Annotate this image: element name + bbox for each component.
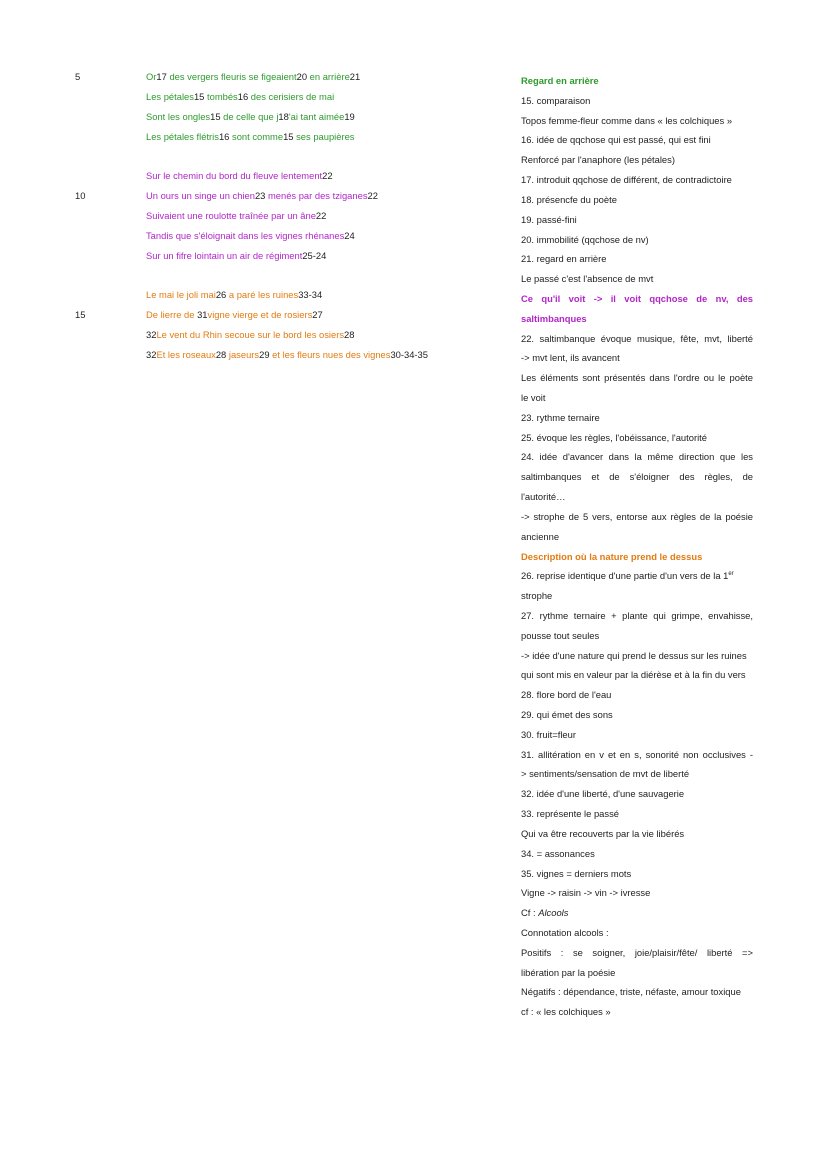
poem-segment: 16 [218,131,230,142]
poem-segment: Un ours un singe un chien [146,190,255,201]
note-line [521,903,753,923]
poem-segment: 31 [197,309,208,320]
note-line: 30. fruit=fleur [521,728,576,740]
note-line: 16. idée de qqchose qui est passé, qui est fini [521,134,711,146]
poem-segment: 23 [254,190,266,201]
poem-segment: Le vent du Rhin secoue sur le bord les osiers [156,329,345,340]
poem-segment: Tandis que s'éloignait dans les vignes rhénanes [146,230,345,241]
superscript: er [728,571,734,578]
note-text: Cf : [521,907,539,919]
section-heading-regard: Regard en arrière [521,75,599,86]
note-line: Vigne -> raisin -> vin -> ivresse [521,887,651,899]
poem-segment: 22 [367,190,378,201]
poem-segment: 32 [146,329,157,340]
poem-segment: ses paupières [293,131,355,142]
note-line: 28. flore bord de l'eau [521,689,612,701]
poem-line [146,210,326,221]
note-line: -> mvt lent, ils avancent [521,352,620,364]
note-line: cf : « les colchiques » [521,1006,611,1018]
poem-segment: 21 [349,71,361,82]
poem-line [146,131,355,142]
poem-segment: Le mai le joli mai [146,289,216,300]
note-line: 31. allitération en v et en s, sonorité non occlusives - [521,748,753,760]
note-line: strophe [521,590,553,602]
poem-segment: des vergers fleuris se figeaient [166,71,297,82]
poem-segment: et les fleurs nues des vignes [269,349,391,360]
note-line: 18. présencfe du poète [521,193,617,205]
note-line: 33. représente le passé [521,808,619,820]
poem-line [146,250,326,261]
poem-segment: vigne vierge et de rosiers [207,309,313,320]
poem-segment: sont comme [229,131,284,142]
poem-segment: 'ai tant aimée [288,111,345,122]
note-line: Positifs : se soigner, joie/plaisir/fête/ liberté => [521,946,753,958]
poem-segment: a paré les ruines [226,289,299,300]
poem-segment: Sur un fifre lointain un air de régiment [146,250,303,261]
line-number-15: 15 [75,309,86,320]
section-heading-saltimbanques-cont: saltimbanques [521,312,587,324]
note-line: 24. idée d'avancer dans la même direction que les [521,451,753,463]
note-line: 25. évoque les règles, l'obéissance, l'autorité [521,431,707,443]
poem-segment: de celle que j [220,111,279,122]
poem-line [146,71,360,82]
poem-segment: Et les roseaux [156,349,216,360]
poem-segment: Les pétales [146,91,194,102]
poem-line [146,170,333,181]
book-title: Alcools [538,907,569,919]
note-line: -> idée d'une nature qui prend le dessus sur les ruines [521,649,747,661]
note-line: Connotation alcools : [521,926,609,938]
poem-segment: 29 [259,349,270,360]
poem-segment: 22 [315,210,327,221]
poem-segment: Suivaient une roulotte traînée par un âne [146,210,316,221]
note-line: qui sont mis en valeur par la diérèse et à la fin du vers [521,669,746,681]
note-line: 29. qui émet des sons [521,709,613,720]
poem-segment: 28 [344,329,355,340]
note-line: 27. rythme ternaire + plante qui grimpe, envahisse, [521,609,753,621]
note-line: libération par la poésie [521,966,616,978]
note-line: Négatifs : dépendance, triste, néfaste, amour toxique [521,986,741,998]
note-line: 20. immobilité (qqchose de nv) [521,233,649,245]
note-line [521,566,753,586]
note-line: l'autorité… [521,491,566,503]
poem-segment: menés par des tziganes [265,190,368,201]
note-line: le voit [521,392,546,403]
poem-segment: Sur le chemin du bord du fleuve lentement [146,170,323,181]
poem-segment: 17 [156,71,167,82]
poem-segment: Or [146,71,157,82]
poem-segment: De lierre de [146,309,198,320]
poem-segment: 15 [210,111,221,122]
section-heading-saltimbanques: Ce qu'il voit -> il voit qqchose de nv, des [521,292,753,304]
poem-segment: 24 [344,230,355,241]
line-number-10: 10 [75,190,86,201]
poem-segment: 26 [215,289,227,300]
note-line: 32. idée d'une liberté, d'une sauvagerie [521,788,685,800]
poem-segment: Sont les ongles [146,111,211,122]
poem-segment: des cerisiers de mai [248,91,335,102]
note-line: pousse tout seules [521,629,600,641]
poem-segment: 28 [215,349,227,360]
note-line: Les éléments sont présentés dans l'ordre ou le poète [521,372,753,384]
poem-segment: 33-34 [298,289,323,300]
note-text: 26. reprise identique d'une partie d'un vers de la 1 [521,570,729,582]
poem-segment: 30-34-35 [390,349,428,360]
note-line: 35. vignes = derniers mots [521,867,632,879]
poem-segment: 19 [344,111,355,122]
poem-segment: jaseurs [226,349,260,360]
note-line: 19. passé-fini [521,213,577,225]
poem-line [146,230,355,241]
note-line: Renforcé par l'anaphore (les pétales) [521,154,675,166]
poem-line [146,111,355,122]
note-line: Le passé c'est l'absence de mvt [521,273,654,285]
poem-line [146,91,334,102]
poem-segment: tombés [204,91,238,102]
poem-segment: 25-24 [302,250,327,261]
poem-segment: 16 [237,91,249,102]
poem-segment: 32 [146,349,157,360]
poem-segment: 22 [322,170,333,181]
poem-line [146,329,354,340]
notes-column [521,71,753,1022]
poem-segment: en arrière [307,71,350,82]
poem-segment: 27 [312,309,323,320]
poem-line [146,289,322,300]
poem-segment: 18 [278,111,289,122]
section-heading-nature: Description où la nature prend le dessus [521,550,703,562]
note-line: -> strophe de 5 vers, entorse aux règles de la poésie [521,510,753,522]
note-line: > sentiments/sensation de mvt de liberté [521,768,690,780]
poem-segment: 15 [283,131,294,142]
note-line: ancienne [521,530,560,542]
note-line: saltimbanques et de s'éloigner des règles, de [521,471,753,483]
note-line: Qui va être recouverts par la vie libérés [521,827,685,839]
note-line: Topos femme-fleur comme dans « les colchiques » [521,114,733,126]
note-line: 34. = assonances [521,847,595,859]
note-line: 15. comparaison [521,94,591,106]
note-line: 23. rythme ternaire [521,411,600,423]
poem-line [146,349,428,360]
poem-line [146,190,378,201]
line-number-5: 5 [75,71,81,82]
note-line: 22. saltimbanque évoque musique, fête, mvt, liberté [521,332,753,344]
poem-segment: 15 [193,91,205,102]
poem-line [146,309,323,320]
note-line: 21. regard en arrière [521,253,607,265]
poem-segment: 20 [296,71,308,82]
poem-segment: Les pétales flétris [146,131,219,142]
note-line: 17. introduit qqchose de différent, de contradictoire [521,174,732,186]
